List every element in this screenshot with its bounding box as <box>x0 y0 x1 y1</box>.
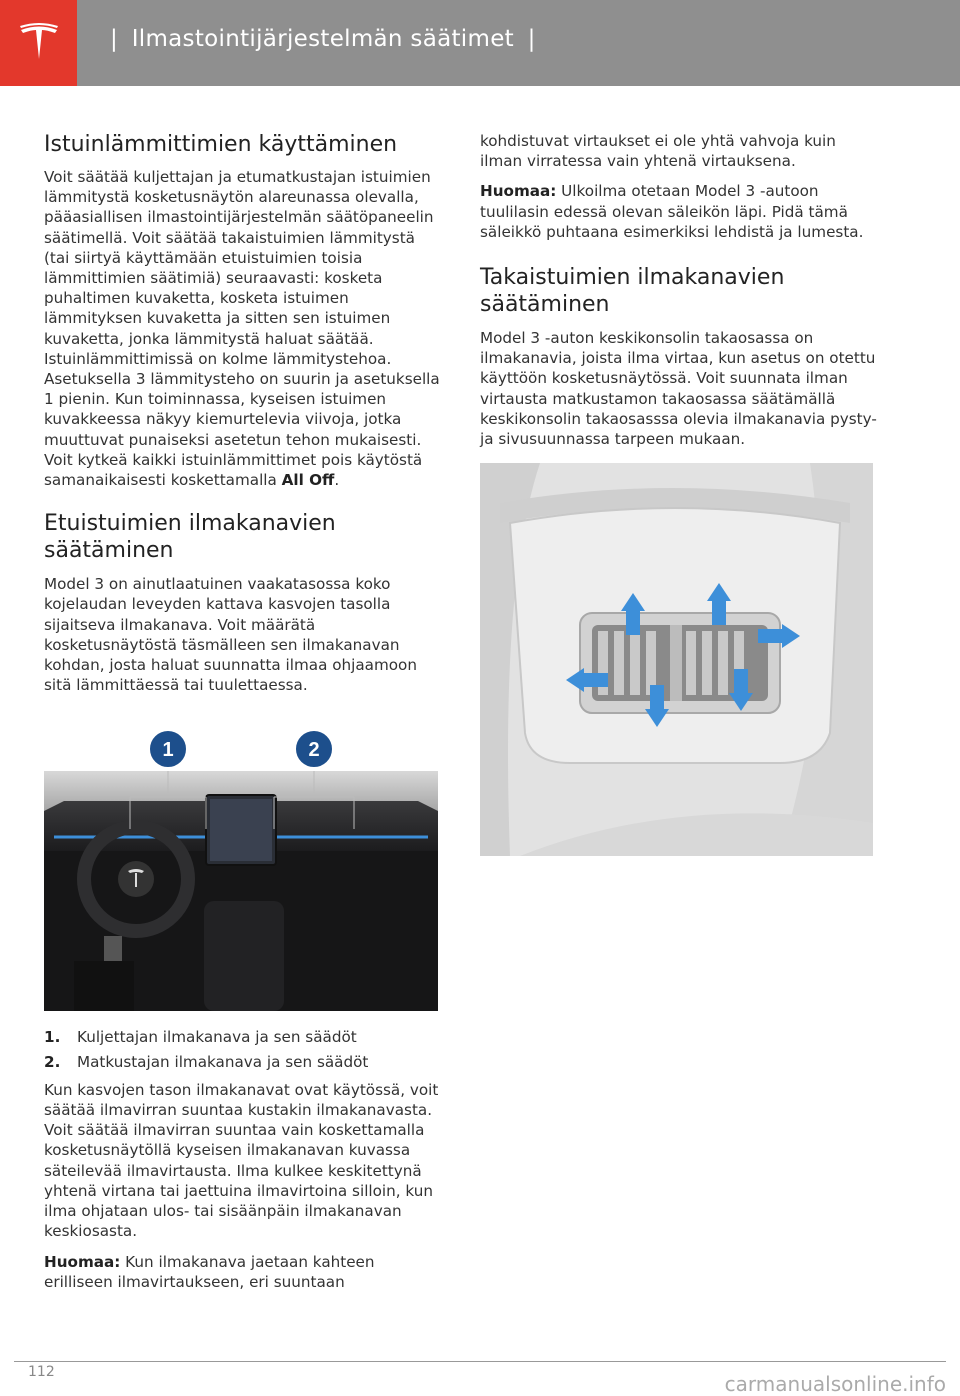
note-label: Huomaa: <box>44 1252 121 1271</box>
vent-direction-paragraph: Kun kasvojen tason ilmakanavat ovat käytössä, voit säätää ilmavirran suuntaa kustakin ilmakanavasta. Voit säätää ilmavirran suuntaa vain koskettamalla kosketusnäytöllä kyseisen ilmakanavan kuvassa säteilevää ilmavirtausta. Ilma kulkee keskitettynä yhtenä virtana tai jaettuina ilmavirtoina silloin, kun ilma ohjataan ulos- tai sisäänpäin ilmakanavan keskiosasta. <box>44 1080 439 1241</box>
tesla-logo <box>0 0 77 86</box>
callout-1 <box>149 730 187 768</box>
note-split-airflow-continued: kohdistuvat virtaukset ei ole yhtä vahvoja kuin ilman virratessa vain yhtenä virtauksena. <box>480 132 836 171</box>
list-item: 2. Matkustajan ilmakanava ja sen säädöt <box>44 1052 369 1071</box>
section-heading-seat-heaters: Istuinlämmittimien käyttäminen <box>44 132 398 157</box>
all-off-label: All Off <box>281 471 335 490</box>
page-number: 112 <box>28 1364 55 1380</box>
callout-2 <box>295 730 333 768</box>
callout-2-label: 2 <box>308 739 320 762</box>
rear-vents-illustration <box>480 463 873 856</box>
front-vents-paragraph: Model 3 on ainutlaatuinen vaakatasossa koko kojelaudan leveyden kattava kasvojen tasolla sijaitseva ilmakanava. Voit määrätä kosketusnäytöstä täsmälleen sen ilmakanavan kohdan, josta haluat suunnatta ilmaa ohjaamoon sitä lämmittäessä tai tuulettaessa. <box>44 575 417 695</box>
section-heading-rear-vents: Takaistuimien ilmakanavien säätäminen <box>480 265 785 318</box>
center-console <box>204 901 284 1011</box>
callout-list <box>44 1027 440 1071</box>
seat-heaters-paragraph: Voit säätää kuljettajan ja etumatkustajan istuimien lämmitystä kosketusnäytön alareunassa olevalla, pääasiallisen ilmastointijärjestelmän säätöpaneelin säätimellä. Voit säätää takaistuimien lämmitystä (tai siirtyä käyttämään etuistuimien toisia lämmittimien säätimiä) seuraavasti: kosketa puhaltimen kuvaketta, kosketa istuimen lämmityksen kuvaketta ja sitten sen istuimen kuvaketta, jonka lämmitystä haluat säätää. Istuinlämmittimissä on kolme lämmitystehoa. Asetuksella 3 lämmitysteho on suurin ja asetuksella 1 pienin. Kun toiminnassa, kyseisen istuimen kuvakkeessa näkyy kiemurtelevia viivoja, jotka muuttuvat punaiseksi asetetun tehon mukaisesti. Voit kytkeä kaikki istuinlämmittimet pois käytöstä samanaikaisesti koskettamalla All Off. <box>44 168 440 490</box>
rear-vents-figure <box>480 463 873 856</box>
dashboard-illustration <box>44 711 438 1011</box>
title-separator-right: | <box>527 26 536 52</box>
footer-divider <box>14 1361 946 1362</box>
note-split-airflow: Huomaa: Kun ilmakanava jaetaan kahteen erilliseen ilmavirtaukseen, eri suuntaan <box>44 1252 375 1291</box>
page-header <box>0 0 960 86</box>
list-item: 1. Kuljettajan ilmakanava ja sen säädöt <box>44 1028 357 1047</box>
chapter-title: Ilmastointijärjestelmän säätimet <box>131 26 514 52</box>
rear-vents-paragraph: Model 3 -auton keskikonsolin takaosassa on ilmakanavia, joista ilma virtaa, kun asetus on otettu käyttöön kosketusnäytössä. Voit suunnata ilman virtausta matkustamon takaosassa säätämällä keskikonsolin takaosasssa olevia ilmakanavia pysty- ja sivusuunnassa tarpeen mukaan. <box>480 329 877 449</box>
callout-1-label: 1 <box>162 739 174 762</box>
dashboard-figure <box>44 711 438 1011</box>
section-heading-front-vents: Etuistuimien ilmakanavien säätäminen <box>44 511 336 564</box>
tesla-logo-icon <box>17 21 61 65</box>
watermark: carmanualsonline.info <box>724 1372 946 1396</box>
title-separator-left: | <box>110 26 119 52</box>
right-column <box>480 131 880 856</box>
left-column <box>44 131 440 1302</box>
header-title <box>110 26 536 52</box>
note-label: Huomaa: <box>480 182 557 201</box>
note-fresh-air: Huomaa: Ulkoilma otetaan Model 3 -autoon tuulilasin edessä olevan säleikön läpi. Pidä tämä säleikkö puhtaana esimerkiksi lehdistä ja lumesta. <box>480 182 864 241</box>
